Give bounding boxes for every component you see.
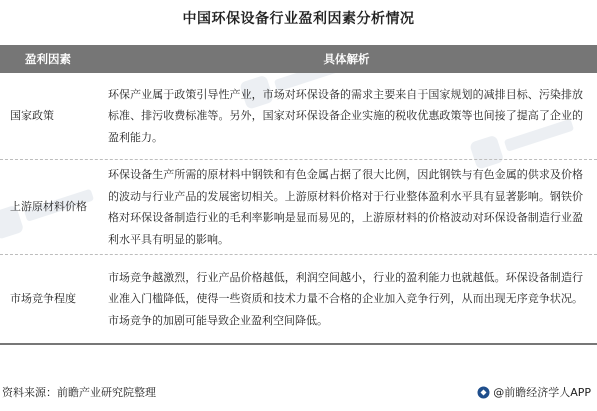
source-note: 资料来源：前瞻产业研究院整理: [2, 386, 156, 399]
analysis-cell: 环保设备生产所需的原材料中钢铁和有色金属占据了很大比例，因此钢铁与有色金属的供求及价格的波动与行业产品的发展密切相关。上游原材料价格对于行业整体盈利水平具有显著影响。钢铁价格对环保设备制造行业的毛利率影响是显而易见的，上游原材料的价格波动对环保设备制造行业盈利水平具有明显的影响。: [108, 168, 583, 246]
footer: [0, 381, 597, 403]
table-row: [0, 73, 597, 160]
brand-credit[interactable]: [477, 384, 597, 400]
analysis-cell: 市场竞争越激烈，行业产品价格越低，利润空间越小，行业的盈利能力也就越低。环保设备制造行业准入门槛降低，使得一些资质和技术力量不合格的企业加入竞争行列，从而出现无序竞争状况。市场竞争的加剧可能导致企业盈利空间降低。: [108, 270, 583, 327]
table-header-row: [0, 45, 597, 73]
column-header-analysis: 具体解析: [323, 52, 370, 66]
page-title: 中国环保设备行业盈利因素分析情况: [182, 11, 415, 27]
profit-factors-table: [0, 45, 597, 345]
analysis-cell: 环保产业属于政策引导性产业，市场对环保设备的需求主要来自于国家规划的减排目标、污染排放标准、排污收费标准等。另外，国家对环保设备企业实施的税收优惠政策等也间接了提高了企业的盈利能力。: [108, 87, 583, 144]
table-row: [0, 255, 597, 345]
column-header-factor: 盈利因素: [25, 52, 71, 66]
factor-cell: 上游原材料价格: [10, 200, 87, 214]
qianzhan-logo-icon: [477, 386, 490, 399]
factor-cell: 市场竞争程度: [10, 292, 76, 306]
table-row: [0, 160, 597, 255]
brand-text: @前瞻经济学人APP: [493, 386, 591, 399]
factor-cell: 国家政策: [10, 109, 54, 123]
